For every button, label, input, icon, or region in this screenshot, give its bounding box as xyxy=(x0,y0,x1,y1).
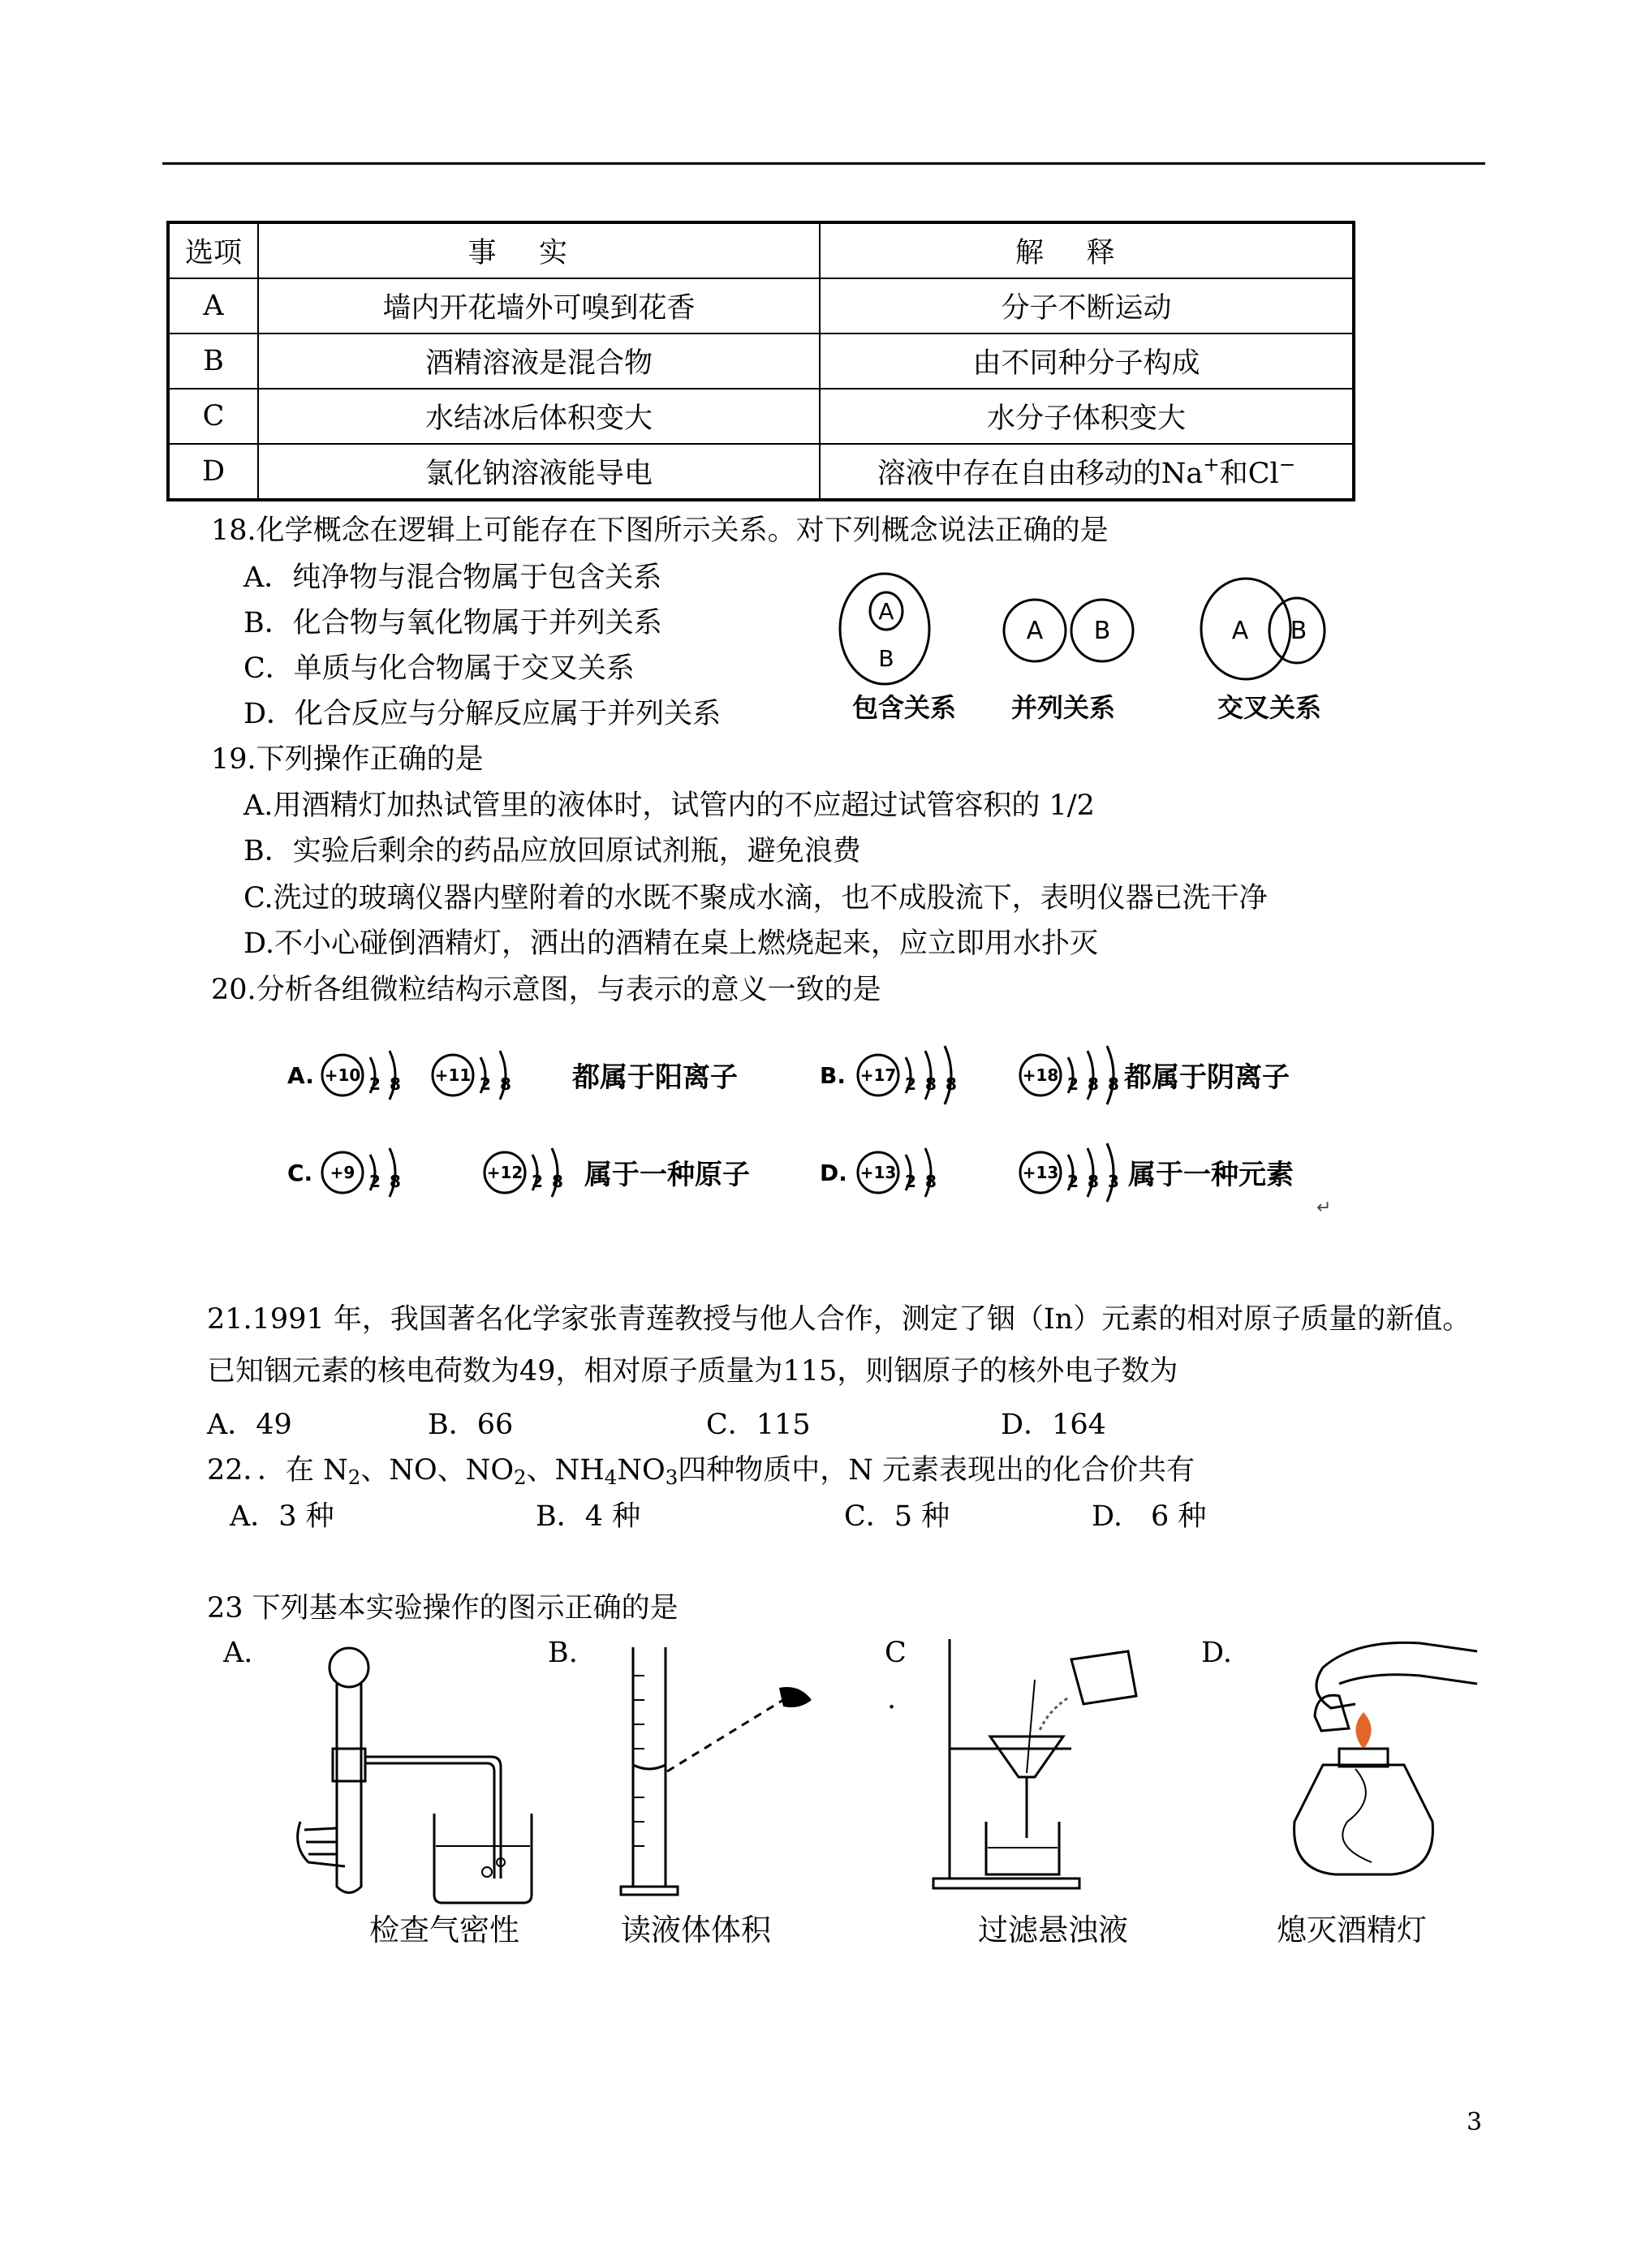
nuclear-charge: +11 xyxy=(434,1065,472,1085)
electron-count: 8 xyxy=(552,1172,563,1191)
nuclear-charge: +13 xyxy=(859,1163,897,1182)
group-text: 属于一种原子 xyxy=(584,1159,750,1191)
caption-extinguish: 熄灭酒精灯 xyxy=(1277,1913,1427,1947)
beaker xyxy=(434,1814,532,1903)
electron-count: 8 xyxy=(1108,1074,1119,1094)
q19-option-a: A.用酒精灯加热试管里的液体时，试管内的不应超过试管容积的 1/2 xyxy=(243,790,1095,822)
facts-table xyxy=(166,221,1355,501)
q20-atom-structure-figure xyxy=(287,1018,1363,1229)
q19-option-b: B．实验后剩余的药品应放回原试剂瓶，避免浪费 xyxy=(243,835,861,867)
q22-text: NO xyxy=(617,1454,666,1487)
subscript: 2 xyxy=(514,1465,527,1490)
group-label: B. xyxy=(820,1062,846,1089)
label-parallel: 并列关系 xyxy=(1011,692,1116,723)
q21-option-c: C．115 xyxy=(706,1409,811,1441)
filtration-figure xyxy=(925,1635,1152,1895)
electron-count: 8 xyxy=(500,1074,511,1094)
table-cell: 氯化钠溶液能导电 xyxy=(258,444,820,500)
q22-text: 、NH xyxy=(526,1454,605,1487)
explain-prefix: 溶液中存在自由移动的Na xyxy=(877,458,1204,490)
header-rule xyxy=(162,162,1485,165)
test-tube xyxy=(337,1684,361,1893)
q23-label-c-dot: . xyxy=(887,1683,897,1715)
q18-option-a: A．纯净物与混合物属于包含关系 xyxy=(243,562,662,594)
sup-minus: − xyxy=(1278,452,1296,476)
table-cell xyxy=(820,444,1354,500)
fingers xyxy=(1316,1668,1355,1708)
sup-plus: + xyxy=(1203,452,1220,476)
electron-count: 2 xyxy=(905,1172,916,1191)
group-text: 属于一种元素 xyxy=(1128,1159,1294,1191)
letter-b: B xyxy=(878,645,894,672)
delivery-tube-inner xyxy=(365,1763,494,1879)
q22-option-a: A．3 种 xyxy=(230,1500,334,1533)
group-label: C. xyxy=(287,1160,313,1186)
table-header-cell: 选项 xyxy=(168,222,258,278)
subscript: 4 xyxy=(604,1465,618,1490)
q23-label-a: A. xyxy=(223,1637,253,1669)
table-row xyxy=(168,334,1354,389)
sight-line xyxy=(667,1700,783,1771)
lamp-cap xyxy=(1315,1695,1349,1731)
electron-count: 8 xyxy=(1088,1074,1099,1094)
explain-mid: 和Cl xyxy=(1219,458,1279,490)
group-label: D. xyxy=(820,1160,847,1186)
caption-filtration: 过滤悬浊液 xyxy=(978,1913,1128,1947)
electron-count: 8 xyxy=(925,1172,937,1191)
table-cell: B xyxy=(168,334,258,389)
q18-stem: 18.化学概念在逻辑上可能存在下图所示关系。对下列概念说法正确的是 xyxy=(211,514,1109,547)
q18-option-c: C．单质与化合物属于交叉关系 xyxy=(243,652,635,685)
q21-line1: 21.1991 年，我国著名化学家张青莲教授与他人合作，测定了铟（In）元素的相对原子质量的新值。 xyxy=(207,1303,1471,1336)
subscript: 3 xyxy=(665,1465,678,1490)
group-text: 都属于阳离子 xyxy=(572,1061,738,1094)
group-label: A. xyxy=(287,1062,314,1089)
caption-reading-volume: 读液体体积 xyxy=(621,1913,771,1947)
bulb-flask xyxy=(330,1648,368,1687)
label-cross: 交叉关系 xyxy=(1217,692,1322,723)
q19-option-d: D.不小心碰倒酒精灯，洒出的酒精在桌上燃烧起来，应立即用水扑灭 xyxy=(243,927,1098,960)
extinguish-lamp-figure xyxy=(1258,1627,1485,1895)
group-text: 都属于阴离子 xyxy=(1124,1061,1290,1094)
wick xyxy=(1342,1769,1372,1862)
electron-count: 8 xyxy=(390,1074,401,1094)
q21-line2: 已知铟元素的核电荷数为49，相对原子质量为115，则铟原子的核外电子数为 xyxy=(207,1355,1178,1388)
nuclear-charge: +9 xyxy=(330,1163,355,1182)
airtightness-check-figure xyxy=(288,1635,540,1911)
q18-relation-figure xyxy=(828,572,1331,734)
subscript: 2 xyxy=(347,1465,361,1490)
q21-option-a: A．49 xyxy=(207,1409,292,1441)
table-cell: 酒精溶液是混合物 xyxy=(258,334,820,389)
caption-airtightness: 检查气密性 xyxy=(369,1913,519,1947)
q21-option-d: D．164 xyxy=(1001,1409,1106,1441)
q22-stem xyxy=(207,1452,1195,1488)
letter-b: B xyxy=(1093,617,1111,645)
table-row xyxy=(168,278,1354,334)
q22-option-c: C．5 种 xyxy=(844,1500,950,1533)
nuclear-charge: +13 xyxy=(1022,1163,1059,1182)
table-cell: D xyxy=(168,444,258,500)
nuclear-charge: +10 xyxy=(324,1065,361,1085)
electron-count: 2 xyxy=(1067,1172,1079,1191)
q23-label-b: B. xyxy=(548,1637,578,1669)
pouring-beaker xyxy=(1071,1651,1136,1704)
electron-count: 8 xyxy=(946,1074,957,1094)
cylinder-base xyxy=(621,1887,678,1895)
table-cell: C xyxy=(168,389,258,444)
q22-text: 22．．在 N xyxy=(207,1454,348,1487)
q23-stem: 23 下列基本实验操作的图示正确的是 xyxy=(207,1592,678,1625)
electron-count: 8 xyxy=(925,1074,937,1094)
page-number: 3 xyxy=(1467,2108,1483,2137)
table-cell: 由不同种分子构成 xyxy=(820,334,1354,389)
meniscus xyxy=(633,1765,666,1769)
eye-icon xyxy=(779,1687,812,1707)
table-cell: 墙内开花墙外可嗅到花香 xyxy=(258,278,820,334)
stand-base xyxy=(933,1879,1079,1888)
table-header-cell: 解释 xyxy=(820,222,1354,278)
q23-label-d: D. xyxy=(1201,1637,1232,1669)
q20-stem: 20.分析各组微粒结构示意图，与表示的意义一致的是 xyxy=(211,974,881,1006)
table-cell: 水结冰后体积变大 xyxy=(258,389,820,444)
q19-stem: 19.下列操作正确的是 xyxy=(211,743,484,776)
electron-count: 2 xyxy=(1067,1074,1079,1094)
table-cell: 水分子体积变大 xyxy=(820,389,1354,444)
table-header-row xyxy=(168,222,1354,278)
letter-a: A xyxy=(1231,617,1249,645)
label-inclusion: 包含关系 xyxy=(852,692,957,723)
q18-option-b: B．化合物与氧化物属于并列关系 xyxy=(243,607,662,639)
q23-label-c: C xyxy=(885,1637,907,1669)
q22-text: 、NO、NO xyxy=(360,1454,515,1487)
letter-a: A xyxy=(1026,617,1044,645)
q22-option-d: D. 6 种 xyxy=(1092,1500,1207,1533)
table-header-cell: 事实 xyxy=(258,222,820,278)
glass-rod xyxy=(1027,1680,1035,1773)
q19-option-c: C.洗过的玻璃仪器内壁附着的水既不聚成水滴，也不成股流下，表明仪器已洗干净 xyxy=(243,882,1268,915)
nuclear-charge: +18 xyxy=(1022,1065,1059,1085)
electron-count: 2 xyxy=(532,1172,543,1191)
bubble xyxy=(482,1867,492,1877)
letter-a: A xyxy=(878,598,894,625)
letter-b: B xyxy=(1290,617,1307,645)
electron-count: 8 xyxy=(390,1172,401,1191)
electron-count: 2 xyxy=(369,1074,381,1094)
nuclear-charge: +12 xyxy=(486,1163,523,1182)
electron-count: 2 xyxy=(369,1172,381,1191)
flame-icon xyxy=(1355,1712,1371,1747)
q22-text: 四种物质中，N 元素表现出的化合价共有 xyxy=(678,1454,1195,1487)
return-mark: ↵ xyxy=(1316,1198,1332,1218)
table-row xyxy=(168,389,1354,444)
electron-count: 3 xyxy=(1108,1172,1119,1191)
q21-option-b: B．66 xyxy=(428,1409,514,1441)
electron-count: 2 xyxy=(480,1074,491,1094)
q18-option-d: D．化合反应与分解反应属于并列关系 xyxy=(243,698,722,730)
nuclear-charge: +17 xyxy=(859,1065,897,1085)
table-row xyxy=(168,444,1354,500)
reading-volume-figure xyxy=(617,1643,828,1903)
table-cell: 分子不断运动 xyxy=(820,278,1354,334)
pouring-stream xyxy=(1039,1698,1067,1732)
hand xyxy=(1323,1642,1477,1684)
q22-option-b: B．4 种 xyxy=(536,1500,641,1533)
table-cell: A xyxy=(168,278,258,334)
electron-count: 8 xyxy=(1088,1172,1099,1191)
electron-count: 2 xyxy=(905,1074,916,1094)
